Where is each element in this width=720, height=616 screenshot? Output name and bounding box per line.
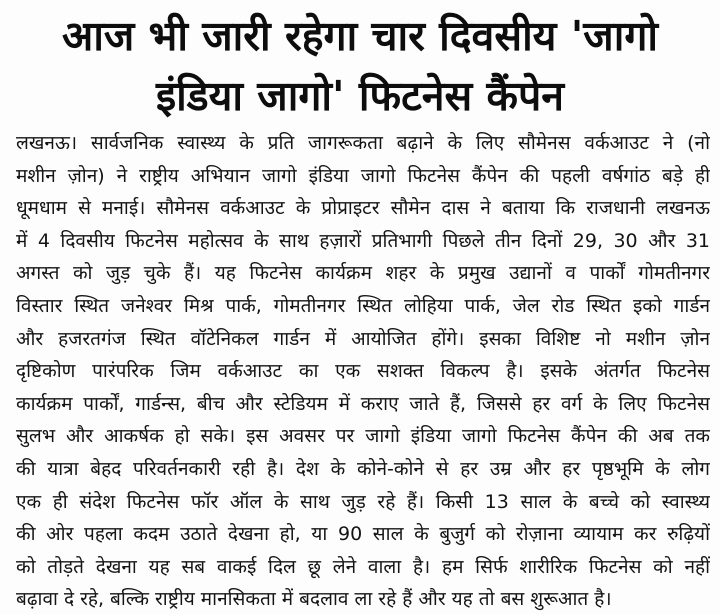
body-line: और हजरतगंज स्थित वॉटेनिकल गार्डन में आयोजित होंगे। इसका विशिष्ट नो मशीन ज़ोन xyxy=(16,327,710,350)
body-line: सुलभ और आकर्षक हो सके। इस अवसर पर जागो इंडिया जागो फिटनेस कैंपेन की अब तक xyxy=(16,425,710,448)
headline xyxy=(10,6,710,126)
body-line: की ओर पहला कदम उठाते देखना हो, या 90 साल के बुजुर्ग को रोज़ाना व्यायाम कर रुढ़ियों xyxy=(16,523,710,546)
headline-line: आज भी जारी रहेगा चार दिवसीय 'जागो xyxy=(61,12,659,60)
body-line: बढ़ावा दे रहे, बल्कि राष्ट्रीय मानसिकता में बदलाव ला रहे हैं और यह तो बस शुरूआत है। xyxy=(16,588,612,611)
body-line: कार्यक्रम पार्कों, गार्डन्स, बीच और स्टेडियम में कराए जाते हैं, जिससे हर वर्ग के लिए फिटनेस xyxy=(16,392,710,415)
body-line: की यात्रा बेहद परिवर्तनकारी रही है। देश के कोने-कोने से हर उम्र और हर पृष्ठभूमि के लोग xyxy=(16,457,710,480)
body-line: में 4 दिवसीय फिटनेस महोत्सव के साथ हज़ारों प्रतिभागी पिछले तीन दिनों 29, 30 और 31 xyxy=(16,229,710,252)
headline-line: इंडिया जागो' फिटनेस कैंपेन xyxy=(155,72,565,120)
body-line: मशीन ज़ोन) ने राष्ट्रीय अभियान जागो इंडिया जागो फिटनेस कैंपेन की पहली वर्षगांठ बड़े ही xyxy=(16,164,710,187)
body-line: लखनऊ। सार्वजनिक स्वास्थ्य के प्रति जागरूकता बढ़ाने के लिए सौमेनस वर्कआउट ने (नो xyxy=(16,132,710,154)
body-line: दृष्टिकोण पारंपरिक जिम वर्कआउट का एक सशक्त विकल्प है। इसके अंतर्गत फिटनेस xyxy=(16,360,710,383)
body-line: एक ही संदेश फिटनेस फॉर ऑल के साथ जुड़ रहे हैं। किसी 13 साल के बच्चे को स्वास्थ्य xyxy=(16,490,710,513)
body-line: को तोड़ते देखना यह सब वाकई दिल छू लेने वाला है। हम सिर्फ शारीरिक फिटनेस को नहीं xyxy=(16,555,710,578)
body-line: अगस्त को जुड़ चुके हैं। यह फिटनेस कार्यक्रम शहर के प्रमुख उद्यानों व पार्कों गोमतीनगर xyxy=(16,262,710,285)
body-line: धूमधाम से मनाई। सौमेनस वर्कआउट के प्रोप्राइटर सौमेन दास ने बताया कि राजधानी लखनऊ xyxy=(16,197,710,220)
article-body xyxy=(16,127,710,616)
body-line: विस्तार स्थित जनेश्वर मिश्र पार्क, गोमतीनगर स्थित लोहिया पार्क, जेल रोड स्थित इको गार्डन xyxy=(16,294,710,317)
